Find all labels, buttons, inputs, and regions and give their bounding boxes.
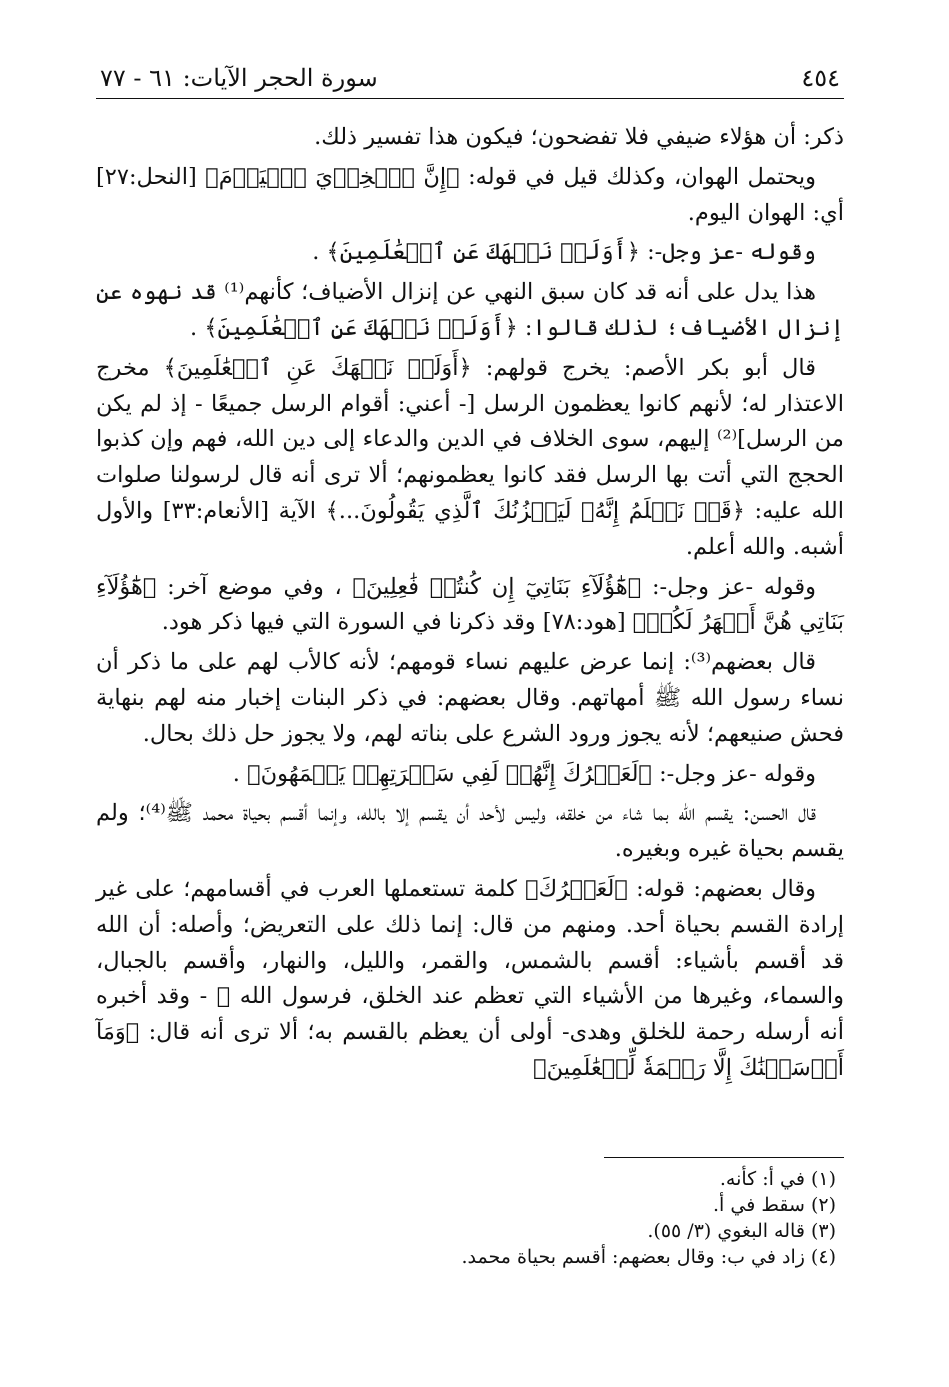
- paragraph: قال بعضهم⁽³⁾: إنما عرض عليهم نساء قومهم؛ لأنه كالأب لهم على ما ذكر أن نساء رسول الله ﷺ أمهاتهم. وقال بعضهم: في ذكر البنات إخبار منه لهم بنهاية فحش صنيعهم؛ لأنه يجوز ورود الشرع على بناته لهم، ولا يجوز حل ذلك بحال.: [96, 649, 844, 747]
- paragraph: قال الحسن: يقسم الله بما شاء من خلقه، وليس لأحد أن يقسم إلا بالله، وإنما أقسم بحياة محمد ﷺ⁽⁴⁾؛ ولم يقسم بحياة غيره وبغيره.: [96, 800, 844, 863]
- paragraph: ذكر: أن هؤلاء ضيفي فلا تفضحون؛ فيكون هذا تفسير ذلك.: [314, 124, 844, 150]
- page-number: ٤٥٤: [801, 64, 840, 92]
- paragraph: وقوله -عز وجل-: ﴿هَٰٓؤُلَآءِ بَنَاتِيٓ إِن كُنتُمۡ فَٰعِلِينَ﴾ ، وفي موضع آخر: ﴿هَٰٓؤُلَآءِ بَنَاتِي هُنَّ أَطۡهَرُ لَكُمۡ﴾ [هود:٧٨] وقد ذكرنا في السورة التي فيها ذكر هود.: [96, 573, 844, 636]
- footnotes: [96, 1166, 844, 1270]
- footnote: (٢) سقط في أ.: [713, 1194, 836, 1216]
- paragraph: وقال بعضهم: قوله: ﴿لَعَمۡرُكَ﴾ كلمة تستعملها العرب في أقسامهم؛ على غير إرادة القسم بحياة أحد. ومنهم من قال: إنما ذلك على التعريض؛ وأصله: أن الله قد أقسم بأشياء: أقسم بالشمس، والقمر، والليل، والنهار، وأقسم بالجبال، والسماء، وغيرها من الأشياء التي تعظم عند الخلق، فرسول الله ﷺ - وقد أخبره أنه أرسله رحمة للخلق وهدى- أولى أن يعظم بالقسم به؛ ألا ترى أنه قال: ﴿وَمَآ أَرۡسَلۡنَٰكَ إِلَّا رَحۡمَةٗ لِّلۡعَٰلَمِينَ﴾: [96, 875, 844, 1081]
- footnote: (٤) زاد في ب: وقال بعضهم: أقسم بحياة محمد.: [461, 1246, 836, 1268]
- page-header: [96, 58, 844, 99]
- footnote: (٣) قاله البغوي (٣/ ٥٥).: [647, 1220, 836, 1242]
- paragraph: وقوله -عز وجل-: ﴿أَوَلَمۡ نَنۡهَكَ عَنِ ٱلۡعَٰلَمِينَ﴾ .: [312, 239, 816, 266]
- main-text: [96, 120, 844, 1091]
- paragraph: هذا يدل على أنه قد كان سبق النهي عن إنزال الأضياف؛ كأنهم⁽¹⁾ قد نهوه عن إنزال الأضياف؛ لذلك قالوا: ﴿أَوَلَمۡ نَنۡهَكَ عَنِ ٱلۡعَٰلَمِينَ﴾ .: [96, 279, 844, 341]
- paragraph: قال أبو بكر الأصم: يخرج قولهم: ﴿أَوَلَمۡ نَنۡهَكَ عَنِ ٱلۡعَٰلَمِينَ﴾ مخرج الاعتذار له؛ لأنهم كانوا يعظمون الرسل [- أعني: أقوام الرسل جميعًا - إذ لم يكن من الرسل]⁽²⁾ إليهم، سوى الخلاف في الدين والدعاء إلى دين الله، فهم وإن كذبوا الحجج التي أتت بها الرسل فقد كانوا يعظمونهم؛ ألا ترى أنه قال لرسولنا صلوات الله عليه: ﴿قَدۡ نَعۡلَمُ إِنَّهُۥ لَيَحۡزُنُكَ ٱلَّذِي يَقُولُونَ...﴾ الآية [الأنعام:٣٣] والأول أشبه. والله أعلم.: [96, 354, 845, 560]
- footnote-separator: [604, 1157, 844, 1158]
- paragraph: ويحتمل الهوان، وكذلك قيل في قوله: ﴿إِنَّ ٱلۡخِزۡيَ ٱلۡيَوۡمَ﴾ [النحل:٢٧] أي: الهوان اليوم.: [96, 163, 844, 226]
- running-title: سورة الحجر الآيات: ٦١ - ٧٧: [100, 64, 378, 92]
- paragraph: وقوله -عز وجل-: ﴿لَعَمۡرُكَ إِنَّهُمۡ لَفِي سَكۡرَتِهِمۡ يَعۡمَهُونَ﴾ .: [232, 760, 816, 787]
- footnote: (١) في أ: كأنه.: [719, 1168, 836, 1190]
